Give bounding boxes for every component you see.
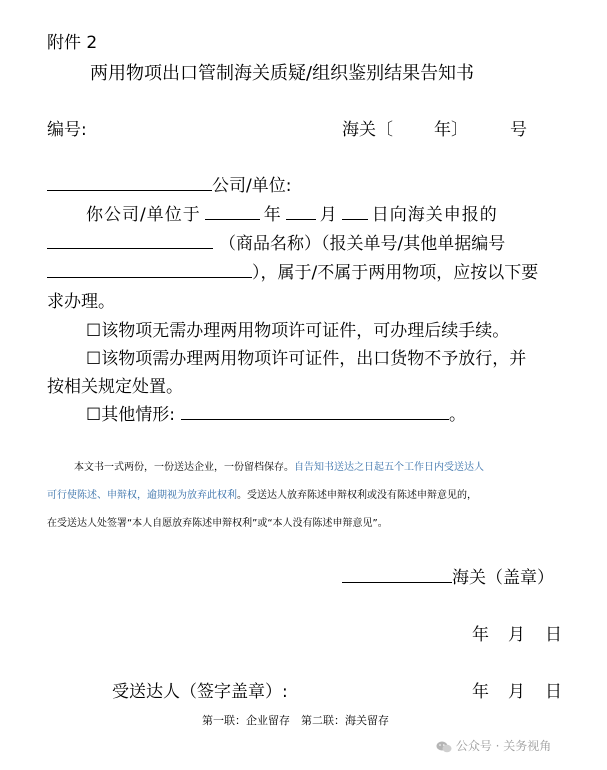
date-1-year: 年 — [472, 625, 489, 645]
body-goods-text: （商品名称）（报关单号/其他单据编号 — [219, 234, 506, 254]
wechat-icon — [436, 741, 452, 753]
body-line-3 — [47, 258, 538, 283]
note-line-3: 在受送达人处签署“本人自愿放弃陈述申辩权利”或“本人没有陈述申辩意见”。 — [47, 518, 388, 529]
recipient-label: 受送达人（签字盖章）: — [112, 682, 288, 702]
watermark-text: 公众号 · 关务视角 — [455, 739, 552, 753]
day-blank — [342, 202, 368, 220]
body-day: 日向海关申报的 — [371, 205, 498, 225]
addressee-line — [47, 171, 291, 196]
body-intro: 你公司/单位于 — [86, 205, 201, 225]
note-waiver: 。受送达人放弃陈述申辩权利或没有陈述申辩意见的， — [237, 490, 477, 501]
option-license-required: ☐该物项需办理两用物项许可证件，出口货物不予放行，并 — [86, 349, 527, 369]
date-2-year: 年 — [472, 682, 489, 702]
number-label: 编号: — [47, 120, 87, 140]
date-1-day: 日 — [545, 625, 562, 645]
seal-label: 海关（盖章） — [452, 568, 554, 588]
body-classification-text: ），属于/不属于两用物项，应按以下要 — [252, 263, 539, 283]
watermark — [436, 737, 551, 754]
addressee-suffix: 公司/单位: — [212, 176, 292, 196]
company-blank — [47, 173, 212, 191]
goods-blank — [47, 231, 213, 249]
other-blank — [181, 402, 449, 420]
option-no-license: ☐该物项无需办理两用物项许可证件，可办理后续手续。 — [86, 321, 510, 341]
option-license-required-cont: 按相关规定处置。 — [47, 377, 183, 397]
date-2-month: 月 — [508, 682, 525, 702]
note-line-1 — [74, 458, 484, 473]
body-line-4: 求办理。 — [47, 292, 115, 312]
number-year: 年〕 — [434, 120, 468, 140]
month-blank — [286, 202, 316, 220]
seal-line — [342, 563, 554, 588]
body-line-2 — [47, 229, 505, 254]
copies-note: 第一联：企业留存 第二联：海关留存 — [202, 714, 389, 727]
note-deadline: 自告知书送达之日起五个工作日内受送达人 — [294, 462, 484, 473]
document-title: 两用物项出口管制海关质疑/组织鉴别结果告知书 — [90, 63, 475, 84]
note-line-2 — [47, 486, 477, 501]
number-customs: 海关〔 — [342, 120, 393, 140]
number-hao: 号 — [510, 120, 527, 140]
declaration-no-blank — [47, 260, 252, 278]
date-2-day: 日 — [545, 682, 562, 702]
body-month: 月 — [319, 205, 338, 225]
seal-blank — [342, 565, 452, 583]
option-other-label: ☐其他情形: — [86, 405, 175, 425]
note-copies: 本文书一式两份，一份送达企业，一份留档保存。 — [74, 462, 294, 473]
year-blank — [205, 202, 260, 220]
body-year: 年 — [263, 205, 282, 225]
attachment-label: 附件 2 — [47, 33, 98, 53]
option-other-end: 。 — [448, 405, 466, 425]
note-rights: 可行使陈述、申辩权，逾期视为放弃此权利 — [47, 490, 237, 501]
date-1-month: 月 — [508, 625, 525, 645]
option-other — [86, 400, 466, 425]
body-line-1 — [86, 200, 498, 225]
